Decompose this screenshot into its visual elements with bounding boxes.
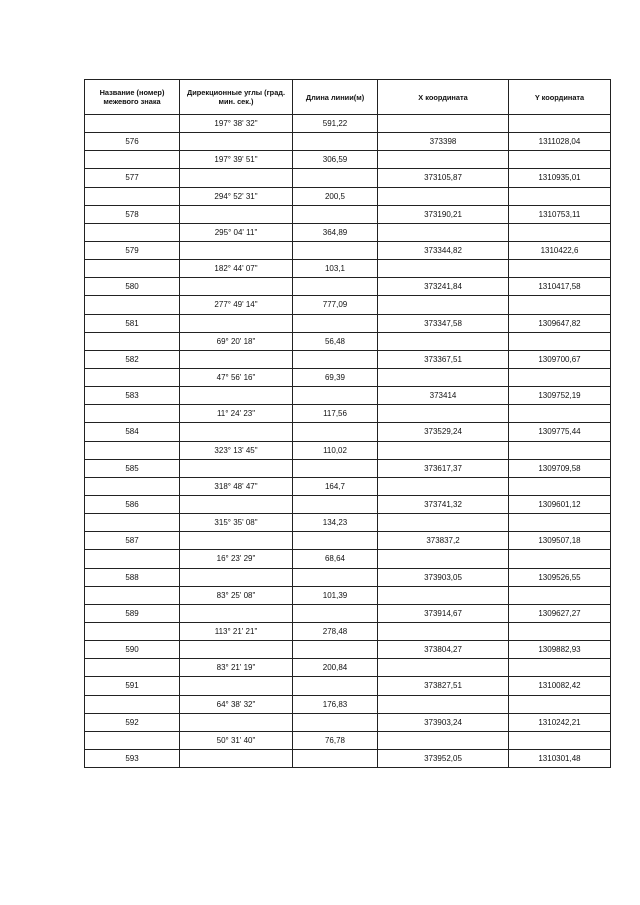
angle-cell: 83° 25' 08" xyxy=(180,586,293,604)
name-cell-empty xyxy=(85,731,180,749)
y-coordinate-cell: 1310935,01 xyxy=(509,169,611,187)
length-cell: 117,56 xyxy=(293,405,378,423)
angle-cell: 182° 44' 07" xyxy=(180,260,293,278)
length-cell: 101,39 xyxy=(293,586,378,604)
length-cell-empty xyxy=(293,677,378,695)
y-cell-empty xyxy=(509,695,611,713)
boundary-coordinates-table xyxy=(84,79,611,768)
name-cell-empty xyxy=(85,405,180,423)
y-coordinate-cell: 1310417,58 xyxy=(509,278,611,296)
x-coordinate-cell: 373914,67 xyxy=(378,604,509,622)
x-coordinate-cell: 373367,51 xyxy=(378,350,509,368)
x-coordinate-cell: 373105,87 xyxy=(378,169,509,187)
segment-row xyxy=(85,586,611,604)
point-name-cell: 592 xyxy=(85,713,180,731)
y-coordinate-cell: 1309627,27 xyxy=(509,604,611,622)
name-cell-empty xyxy=(85,441,180,459)
length-cell: 110,02 xyxy=(293,441,378,459)
length-cell: 103,1 xyxy=(293,260,378,278)
y-coordinate-cell: 1309882,93 xyxy=(509,641,611,659)
y-coordinate-cell: 1311028,04 xyxy=(509,133,611,151)
x-cell-empty xyxy=(378,332,509,350)
point-row xyxy=(85,387,611,405)
y-cell-empty xyxy=(509,405,611,423)
x-coordinate-cell: 373398 xyxy=(378,133,509,151)
length-cell-empty xyxy=(293,459,378,477)
point-row xyxy=(85,568,611,586)
y-cell-empty xyxy=(509,586,611,604)
y-cell-empty xyxy=(509,296,611,314)
angle-cell: 69° 20' 18" xyxy=(180,332,293,350)
length-cell-empty xyxy=(293,350,378,368)
angle-cell: 16° 23' 29" xyxy=(180,550,293,568)
y-coordinate-cell: 1310242,21 xyxy=(509,713,611,731)
table-body xyxy=(85,115,611,768)
angle-cell-empty xyxy=(180,532,293,550)
segment-row xyxy=(85,731,611,749)
length-cell-empty xyxy=(293,241,378,259)
angle-cell: 277° 49' 14" xyxy=(180,296,293,314)
x-coordinate-cell: 373241,84 xyxy=(378,278,509,296)
y-cell-empty xyxy=(509,659,611,677)
point-name-cell: 576 xyxy=(85,133,180,151)
angle-cell: 113° 21' 21" xyxy=(180,622,293,640)
header-x: X координата xyxy=(378,80,509,115)
length-cell: 176,83 xyxy=(293,695,378,713)
segment-row xyxy=(85,477,611,495)
segment-row xyxy=(85,151,611,169)
y-cell-empty xyxy=(509,368,611,386)
x-cell-empty xyxy=(378,187,509,205)
angle-cell: 323° 13' 45" xyxy=(180,441,293,459)
length-cell: 777,09 xyxy=(293,296,378,314)
y-cell-empty xyxy=(509,514,611,532)
x-cell-empty xyxy=(378,622,509,640)
angle-cell: 47° 56' 16" xyxy=(180,368,293,386)
y-cell-empty xyxy=(509,622,611,640)
x-cell-empty xyxy=(378,441,509,459)
x-coordinate-cell: 373347,58 xyxy=(378,314,509,332)
name-cell-empty xyxy=(85,115,180,133)
x-cell-empty xyxy=(378,405,509,423)
point-row xyxy=(85,641,611,659)
length-cell: 200,5 xyxy=(293,187,378,205)
angle-cell: 50° 31' 40" xyxy=(180,731,293,749)
x-coordinate-cell: 373903,05 xyxy=(378,568,509,586)
segment-row xyxy=(85,441,611,459)
name-cell-empty xyxy=(85,514,180,532)
x-coordinate-cell: 373827,51 xyxy=(378,677,509,695)
point-row xyxy=(85,423,611,441)
length-cell-empty xyxy=(293,568,378,586)
length-cell: 364,89 xyxy=(293,223,378,241)
length-cell: 69,39 xyxy=(293,368,378,386)
angle-cell-empty xyxy=(180,568,293,586)
point-row xyxy=(85,169,611,187)
segment-row xyxy=(85,659,611,677)
point-row xyxy=(85,350,611,368)
point-name-cell: 589 xyxy=(85,604,180,622)
x-cell-empty xyxy=(378,296,509,314)
segment-row xyxy=(85,187,611,205)
name-cell-empty xyxy=(85,151,180,169)
point-name-cell: 584 xyxy=(85,423,180,441)
point-row xyxy=(85,205,611,223)
header-y: Y координата xyxy=(509,80,611,115)
name-cell-empty xyxy=(85,296,180,314)
y-cell-empty xyxy=(509,550,611,568)
x-cell-empty xyxy=(378,260,509,278)
point-row xyxy=(85,314,611,332)
length-cell-empty xyxy=(293,749,378,767)
x-coordinate-cell: 373344,82 xyxy=(378,241,509,259)
segment-row xyxy=(85,332,611,350)
point-name-cell: 591 xyxy=(85,677,180,695)
name-cell-empty xyxy=(85,659,180,677)
length-cell-empty xyxy=(293,713,378,731)
length-cell: 164,7 xyxy=(293,477,378,495)
point-name-cell: 582 xyxy=(85,350,180,368)
x-coordinate-cell: 373741,32 xyxy=(378,495,509,513)
length-cell-empty xyxy=(293,169,378,187)
point-row xyxy=(85,241,611,259)
angle-cell-empty xyxy=(180,677,293,695)
length-cell: 56,48 xyxy=(293,332,378,350)
angle-cell: 294° 52' 31" xyxy=(180,187,293,205)
name-cell-empty xyxy=(85,695,180,713)
length-cell-empty xyxy=(293,278,378,296)
point-name-cell: 587 xyxy=(85,532,180,550)
x-coordinate-cell: 373837,2 xyxy=(378,532,509,550)
y-coordinate-cell: 1309526,55 xyxy=(509,568,611,586)
name-cell-empty xyxy=(85,622,180,640)
name-cell-empty xyxy=(85,586,180,604)
angle-cell-empty xyxy=(180,350,293,368)
x-coordinate-cell: 373903,24 xyxy=(378,713,509,731)
length-cell: 306,59 xyxy=(293,151,378,169)
name-cell-empty xyxy=(85,477,180,495)
y-coordinate-cell: 1309775,44 xyxy=(509,423,611,441)
point-name-cell: 590 xyxy=(85,641,180,659)
angle-cell-empty xyxy=(180,314,293,332)
x-cell-empty xyxy=(378,659,509,677)
point-row xyxy=(85,532,611,550)
point-name-cell: 581 xyxy=(85,314,180,332)
point-name-cell: 579 xyxy=(85,241,180,259)
point-row xyxy=(85,604,611,622)
point-name-cell: 583 xyxy=(85,387,180,405)
segment-row xyxy=(85,223,611,241)
length-cell-empty xyxy=(293,205,378,223)
angle-cell-empty xyxy=(180,423,293,441)
y-coordinate-cell: 1310753,11 xyxy=(509,205,611,223)
point-name-cell: 593 xyxy=(85,749,180,767)
length-cell-empty xyxy=(293,641,378,659)
x-cell-empty xyxy=(378,477,509,495)
angle-cell: 318° 48' 47" xyxy=(180,477,293,495)
angle-cell-empty xyxy=(180,713,293,731)
angle-cell: 315° 35' 08" xyxy=(180,514,293,532)
y-coordinate-cell: 1309507,18 xyxy=(509,532,611,550)
angle-cell-empty xyxy=(180,133,293,151)
length-cell-empty xyxy=(293,314,378,332)
point-row xyxy=(85,133,611,151)
name-cell-empty xyxy=(85,332,180,350)
y-cell-empty xyxy=(509,332,611,350)
x-coordinate-cell: 373617,37 xyxy=(378,459,509,477)
y-cell-empty xyxy=(509,441,611,459)
segment-row xyxy=(85,550,611,568)
x-coordinate-cell: 373952,05 xyxy=(378,749,509,767)
y-coordinate-cell: 1310422,6 xyxy=(509,241,611,259)
table-header-row xyxy=(85,80,611,115)
length-cell-empty xyxy=(293,133,378,151)
length-cell-empty xyxy=(293,532,378,550)
length-cell: 591,22 xyxy=(293,115,378,133)
x-cell-empty xyxy=(378,550,509,568)
point-name-cell: 578 xyxy=(85,205,180,223)
y-cell-empty xyxy=(509,115,611,133)
point-row xyxy=(85,677,611,695)
y-cell-empty xyxy=(509,151,611,169)
length-cell: 68,64 xyxy=(293,550,378,568)
segment-row xyxy=(85,368,611,386)
y-coordinate-cell: 1310082,42 xyxy=(509,677,611,695)
x-cell-empty xyxy=(378,368,509,386)
point-row xyxy=(85,459,611,477)
header-length: Длина линии(м) xyxy=(293,80,378,115)
point-name-cell: 577 xyxy=(85,169,180,187)
name-cell-empty xyxy=(85,187,180,205)
header-angle: Дирекционные углы (град. мин. сек.) xyxy=(180,80,293,115)
segment-row xyxy=(85,296,611,314)
y-coordinate-cell: 1309752,19 xyxy=(509,387,611,405)
header-name: Название (номер) межевого знака xyxy=(85,80,180,115)
x-cell-empty xyxy=(378,115,509,133)
angle-cell-empty xyxy=(180,495,293,513)
angle-cell-empty xyxy=(180,459,293,477)
y-cell-empty xyxy=(509,223,611,241)
length-cell: 200,84 xyxy=(293,659,378,677)
length-cell-empty xyxy=(293,423,378,441)
x-cell-empty xyxy=(378,695,509,713)
name-cell-empty xyxy=(85,260,180,278)
angle-cell-empty xyxy=(180,749,293,767)
y-cell-empty xyxy=(509,731,611,749)
length-cell: 278,48 xyxy=(293,622,378,640)
angle-cell: 11° 24' 23" xyxy=(180,405,293,423)
y-coordinate-cell: 1309601,12 xyxy=(509,495,611,513)
length-cell: 134,23 xyxy=(293,514,378,532)
segment-row xyxy=(85,405,611,423)
y-cell-empty xyxy=(509,477,611,495)
x-cell-empty xyxy=(378,731,509,749)
x-cell-empty xyxy=(378,586,509,604)
segment-row xyxy=(85,115,611,133)
x-coordinate-cell: 373529,24 xyxy=(378,423,509,441)
angle-cell-empty xyxy=(180,205,293,223)
segment-row xyxy=(85,622,611,640)
angle-cell-empty xyxy=(180,641,293,659)
angle-cell-empty xyxy=(180,278,293,296)
x-cell-empty xyxy=(378,151,509,169)
angle-cell: 64° 38' 32" xyxy=(180,695,293,713)
length-cell-empty xyxy=(293,604,378,622)
length-cell: 76,78 xyxy=(293,731,378,749)
length-cell-empty xyxy=(293,387,378,405)
y-coordinate-cell: 1309709,58 xyxy=(509,459,611,477)
y-cell-empty xyxy=(509,187,611,205)
angle-cell-empty xyxy=(180,241,293,259)
point-row xyxy=(85,278,611,296)
angle-cell: 83° 21' 19" xyxy=(180,659,293,677)
length-cell-empty xyxy=(293,495,378,513)
x-cell-empty xyxy=(378,223,509,241)
angle-cell-empty xyxy=(180,604,293,622)
angle-cell-empty xyxy=(180,387,293,405)
segment-row xyxy=(85,514,611,532)
segment-row xyxy=(85,260,611,278)
name-cell-empty xyxy=(85,368,180,386)
angle-cell: 197° 38' 32" xyxy=(180,115,293,133)
y-coordinate-cell: 1309700,67 xyxy=(509,350,611,368)
x-coordinate-cell: 373414 xyxy=(378,387,509,405)
y-coordinate-cell: 1309647,82 xyxy=(509,314,611,332)
point-name-cell: 586 xyxy=(85,495,180,513)
point-row xyxy=(85,495,611,513)
segment-row xyxy=(85,695,611,713)
point-row xyxy=(85,749,611,767)
angle-cell: 295° 04' 11" xyxy=(180,223,293,241)
angle-cell-empty xyxy=(180,169,293,187)
point-row xyxy=(85,713,611,731)
x-cell-empty xyxy=(378,514,509,532)
y-cell-empty xyxy=(509,260,611,278)
name-cell-empty xyxy=(85,223,180,241)
point-name-cell: 585 xyxy=(85,459,180,477)
point-name-cell: 588 xyxy=(85,568,180,586)
x-coordinate-cell: 373190,21 xyxy=(378,205,509,223)
name-cell-empty xyxy=(85,550,180,568)
point-name-cell: 580 xyxy=(85,278,180,296)
y-coordinate-cell: 1310301,48 xyxy=(509,749,611,767)
x-coordinate-cell: 373804,27 xyxy=(378,641,509,659)
angle-cell: 197° 39' 51" xyxy=(180,151,293,169)
